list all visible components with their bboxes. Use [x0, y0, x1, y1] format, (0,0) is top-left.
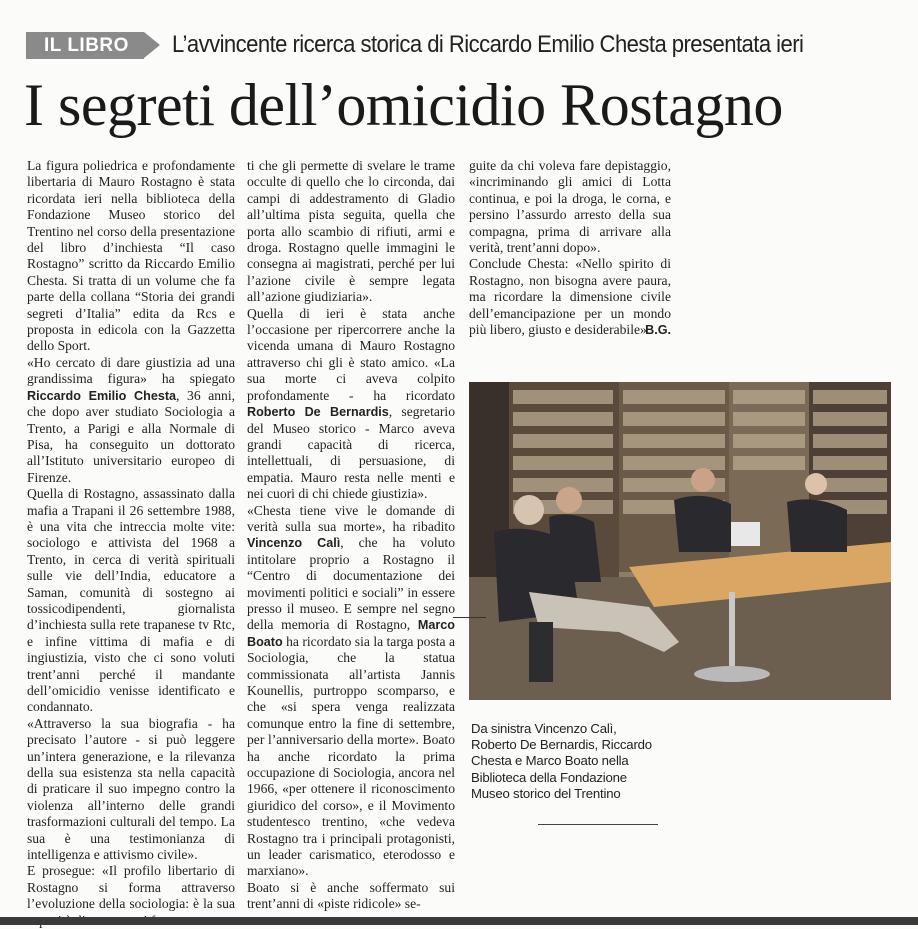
article-photo [469, 382, 891, 700]
person-name: Riccardo Emilio Chesta [27, 388, 177, 403]
library-meeting-photo [469, 382, 891, 700]
paragraph: Quella di ieri è stata anche l’occasione per ripercorrere anche la vicenda umana di Mauro Rostagno attraverso chi gli è stato amico. «La sua morte ci aveva colpito profondamente - ha ricordato Roberto De Bernardis, segretario del Museo storico - Marco aveva grandi capacità di ricerca, intellettuali, di persuasione, di empatia. Mauro resta nelle menti e nei cuori di chi chiede giustizia». [247, 305, 455, 502]
section-tag: IL LIBRO [26, 32, 144, 59]
paragraph: «Attraverso la sua biografia - ha precisato l’autore - si può leggere un’intera generazione, e la rilevanza della sua esistenza sta nella capacità di praticare il suo impegno contro la violenza all’interno delle grandi trasformazioni culturali del tempo. La sua è una testimonianza di intelligenza e attivismo civile». [27, 715, 235, 863]
paragraph: ti che gli permette di svelare le trame occulte di quello che lo circonda, dai campi di addestramento di Gladio all’ultima pista seguita, quella che porta allo scambio di rifiuti, armi e droga. Rostagno quelle immagini le consegna ai magistrati, perché per lui l’azione civile è sempre legata all’azione giudiziaria». [247, 158, 455, 305]
caption-divider [538, 824, 658, 825]
kicker-subtitle: L’avvincente ricerca storica di Riccardo Emilio Chesta presentata ieri [172, 31, 804, 58]
caption-pointer-rule [453, 617, 486, 618]
clipped-previous-page-text [0, 0, 918, 8]
person-name: Vincenzo Calì [247, 536, 341, 551]
paragraph: Conclude Chesta: «Nello spirito di Rostagno, non bisogna avere paura, ma ricordare la dimensione civile dell’emancipazione per un mondo più libero, giusto e desiderabile». [469, 256, 671, 338]
article-column-2 [247, 158, 455, 913]
headline: I segreti dell’omicidio Rostagno [24, 72, 783, 138]
page-bottom-bar [0, 917, 918, 925]
article-column-1 [27, 158, 235, 929]
paragraph: Quella di Rostagno, assassinato dalla mafia a Trapani il 26 settembre 1988, è una vita che intreccia molte vite: sociologo e attivista del 1968 a Trento, in cerca di verità spirituali sulle vie dell’India, educatore a Saman, comunità di sostegno ai tossicodipendenti, giornalista d’inchiesta sulla rete trapanese tv Rtc, e infine vittima di mafia e di ingiustizia, visto che ci sono voluti trent’anni perché il mandante dell’omicidio venisse identificato e condannato. [27, 486, 235, 715]
kicker [26, 30, 896, 60]
person-name: Marco Boato [247, 618, 455, 649]
paragraph: guite da chi voleva fare depistaggio, «incriminando gli amici di Lotta continua, e poi la droga, le corna, e persino l’assurdo arresto della sua compagna, prima di arrivare alla verità, trent’anni dopo». [469, 158, 671, 256]
paragraph: «Ho cercato di dare giustizia ad una grandissima figura» ha spiegato Riccardo Emilio Chesta, 36 anni, che dopo aver studiato Sociologia a Trento, a Parigi e alla Normale di Pisa, ha conseguito un dottorato all’Istituto universitario europeo di Firenze. [27, 354, 236, 485]
paragraph: «Chesta tiene vive le domande di verità sulla sua morte», ha ribadito Vincenzo Calì, che ha voluto intitolare proprio a Rostagno il “Centro di documentazione dei movimenti politici e sociali” in essere presso il museo. E sempre nel segno della memoria di Rostagno, Marco Boato ha ricordato sia la targa posta a Sociologia, che la statua commissionata all’artista Jannis Kounellis, purtroppo scomparso, e che «si spera venga realizzata comunque entro la fine di settembre, per l’anniversario della morte». Boato ha anche ricordato la prima occupazione di Sociologia, ancora nel 1966, «per ottenere il riconoscimento giuridico del corso», e il Movimento studentesco trentino, «che vedeva Rostagno tra i principali protagonisti, un leader carismatico, eterodosso e marxiano». [247, 502, 455, 879]
person-name: Roberto De Bernardis [247, 405, 389, 420]
article-column-3 [469, 158, 671, 339]
paragraph: E prosegue: «Il profilo libertario di Rostagno si forma attraverso l’evoluzione della sociologia: è la sua [27, 863, 235, 912]
author-signature: B.G. [645, 323, 671, 338]
section-tag-arrow-icon [144, 32, 160, 58]
paragraph: Boato si è anche soffermato sui trent’anni di «piste ridicole» se- [247, 879, 455, 912]
photo-caption: Da sinistra Vincenzo Calì, Roberto De Bernardis, Riccardo Chesta e Marco Boato nella Biblioteca della Fondazione Museo storico del Trentino [471, 721, 652, 801]
paragraph: La figura poliedrica e profondamente libertaria di Mauro Rostagno è stata ricordata ieri nella biblioteca della Fondazione Museo storico del Trentino nel corso della presentazione del libro d’inchiesta “Il caso Rostagno” scritto da Riccardo Emilio Chesta. Si tratta di un volume che fa parte della collana “Storia dei grandi segreti d’Italia” edita da Rcs e proposta in edicola con la Gazzetta dello Sport. [27, 158, 235, 354]
